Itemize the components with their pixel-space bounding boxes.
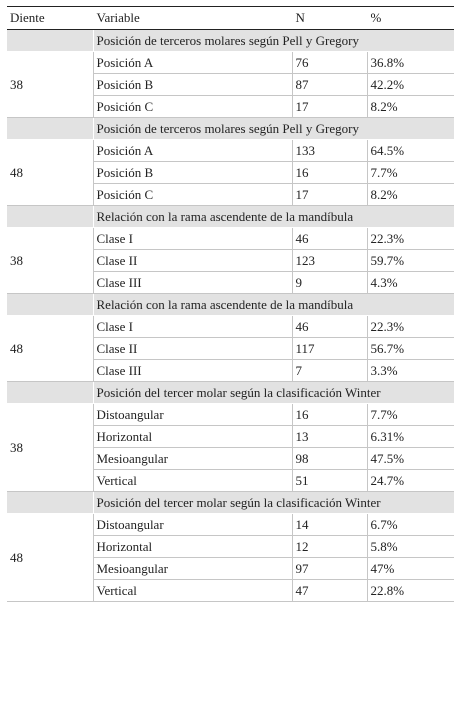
n-cell: 117	[292, 338, 367, 360]
section-title: Posición de terceros molares según Pell y Gregory	[93, 118, 454, 140]
section-title: Posición del tercer molar según la clasificación Winter	[93, 492, 454, 514]
n-cell: 123	[292, 250, 367, 272]
section-header-row	[7, 30, 454, 52]
table-body	[7, 30, 454, 602]
n-cell: 97	[292, 558, 367, 580]
table-row	[7, 140, 454, 162]
variable-cell: Horizontal	[93, 426, 292, 448]
table-row	[7, 52, 454, 74]
section-title: Posición del tercer molar según la clasificación Winter	[93, 382, 454, 404]
section-header-row	[7, 206, 454, 228]
percent-cell: 6.7%	[367, 514, 454, 536]
variable-cell: Posición A	[93, 52, 292, 74]
percent-cell: 8.2%	[367, 96, 454, 118]
percent-cell: 47.5%	[367, 448, 454, 470]
diente-cell: 38	[7, 52, 93, 118]
percent-cell: 3.3%	[367, 360, 454, 382]
results-table-container	[7, 6, 454, 602]
variable-cell: Distoangular	[93, 514, 292, 536]
section-spacer-cell	[7, 294, 93, 316]
table-row	[7, 404, 454, 426]
n-cell: 13	[292, 426, 367, 448]
variable-cell: Distoangular	[93, 404, 292, 426]
results-table	[7, 6, 454, 602]
section-header-row	[7, 492, 454, 514]
percent-cell: 22.3%	[367, 316, 454, 338]
header-variable: Variable	[93, 7, 292, 30]
table-row	[7, 316, 454, 338]
diente-cell: 38	[7, 228, 93, 294]
percent-cell: 64.5%	[367, 140, 454, 162]
section-header-row	[7, 294, 454, 316]
variable-cell: Posición C	[93, 96, 292, 118]
diente-cell: 48	[7, 514, 93, 602]
header-row	[7, 7, 454, 30]
table-row	[7, 228, 454, 250]
n-cell: 9	[292, 272, 367, 294]
n-cell: 14	[292, 514, 367, 536]
section-spacer-cell	[7, 382, 93, 404]
diente-cell: 48	[7, 140, 93, 206]
percent-cell: 4.3%	[367, 272, 454, 294]
percent-cell: 47%	[367, 558, 454, 580]
percent-cell: 22.8%	[367, 580, 454, 602]
section-header-row	[7, 382, 454, 404]
variable-cell: Mesioangular	[93, 448, 292, 470]
n-cell: 46	[292, 228, 367, 250]
variable-cell: Posición B	[93, 162, 292, 184]
percent-cell: 59.7%	[367, 250, 454, 272]
section-spacer-cell	[7, 492, 93, 514]
header-percent: %	[367, 7, 454, 30]
n-cell: 87	[292, 74, 367, 96]
percent-cell: 8.2%	[367, 184, 454, 206]
n-cell: 16	[292, 404, 367, 426]
section-spacer-cell	[7, 118, 93, 140]
variable-cell: Clase III	[93, 272, 292, 294]
variable-cell: Posición A	[93, 140, 292, 162]
n-cell: 51	[292, 470, 367, 492]
n-cell: 76	[292, 52, 367, 74]
variable-cell: Posición B	[93, 74, 292, 96]
n-cell: 17	[292, 184, 367, 206]
variable-cell: Posición C	[93, 184, 292, 206]
section-title: Relación con la rama ascendente de la mandíbula	[93, 294, 454, 316]
n-cell: 7	[292, 360, 367, 382]
n-cell: 47	[292, 580, 367, 602]
variable-cell: Horizontal	[93, 536, 292, 558]
section-spacer-cell	[7, 30, 93, 52]
percent-cell: 56.7%	[367, 338, 454, 360]
percent-cell: 42.2%	[367, 74, 454, 96]
section-title: Posición de terceros molares según Pell y Gregory	[93, 30, 454, 52]
percent-cell: 7.7%	[367, 162, 454, 184]
percent-cell: 6.31%	[367, 426, 454, 448]
percent-cell: 24.7%	[367, 470, 454, 492]
n-cell: 17	[292, 96, 367, 118]
section-spacer-cell	[7, 206, 93, 228]
variable-cell: Clase I	[93, 228, 292, 250]
variable-cell: Vertical	[93, 580, 292, 602]
variable-cell: Clase I	[93, 316, 292, 338]
n-cell: 98	[292, 448, 367, 470]
section-header-row	[7, 118, 454, 140]
header-diente: Diente	[7, 7, 93, 30]
table-header	[7, 7, 454, 30]
variable-cell: Clase III	[93, 360, 292, 382]
variable-cell: Mesioangular	[93, 558, 292, 580]
n-cell: 46	[292, 316, 367, 338]
variable-cell: Vertical	[93, 470, 292, 492]
table-row	[7, 514, 454, 536]
variable-cell: Clase II	[93, 338, 292, 360]
n-cell: 133	[292, 140, 367, 162]
section-title: Relación con la rama ascendente de la mandíbula	[93, 206, 454, 228]
percent-cell: 22.3%	[367, 228, 454, 250]
variable-cell: Clase II	[93, 250, 292, 272]
n-cell: 16	[292, 162, 367, 184]
percent-cell: 7.7%	[367, 404, 454, 426]
diente-cell: 48	[7, 316, 93, 382]
n-cell: 12	[292, 536, 367, 558]
diente-cell: 38	[7, 404, 93, 492]
percent-cell: 5.8%	[367, 536, 454, 558]
percent-cell: 36.8%	[367, 52, 454, 74]
header-n: N	[292, 7, 367, 30]
